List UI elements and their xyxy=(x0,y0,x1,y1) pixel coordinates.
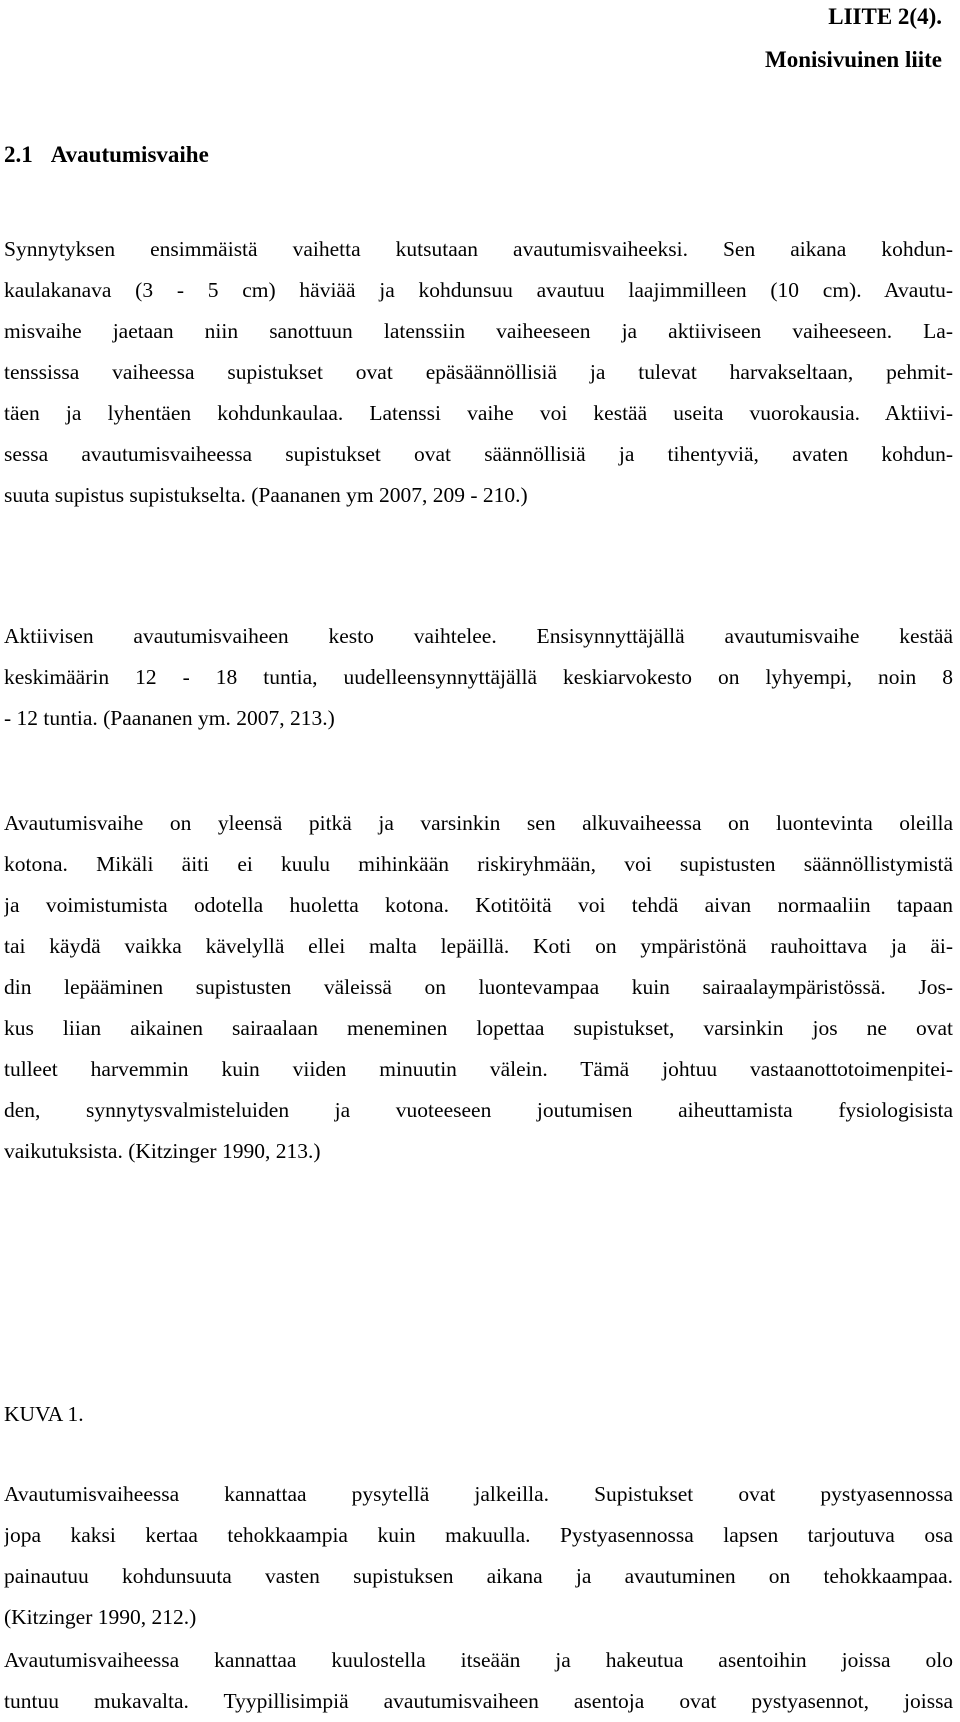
paragraph-line: Synnytyksen ensimmäistä vaihetta kutsutaan avautumisvaiheeksi. Sen aikana kohdun- xyxy=(4,237,953,261)
paragraph-line: suuta supistus supistukselta. (Paananen ym 2007, 209 - 210.) xyxy=(4,483,528,507)
paragraph-line: misvaihe jaetaan niin sanottuun latenssiin vaiheeseen ja aktiiviseen vaiheeseen. La- xyxy=(4,319,953,343)
paragraph-line: den, synnytysvalmisteluiden ja vuoteeseen joutumisen aiheuttamista fysiologisista xyxy=(4,1098,953,1122)
paragraph-2 xyxy=(4,616,953,739)
paragraph-line: tulleet harvemmin kuin viiden minuutin välein. Tämä johtuu vastaanottotoimenpitei- xyxy=(4,1057,953,1081)
paragraph-line: vaikutuksista. (Kitzinger 1990, 213.) xyxy=(4,1139,321,1163)
paragraph-4 xyxy=(4,1474,953,1638)
paragraph-line: Avautumisvaiheessa kannattaa kuulostella itseään ja hakeutua asentoihin joissa olo xyxy=(4,1648,953,1672)
appendix-subtitle: Monisivuinen liite xyxy=(765,47,942,72)
paragraph-line: (Kitzinger 1990, 212.) xyxy=(4,1605,197,1629)
appendix-number: LIITE 2(4). xyxy=(828,4,942,29)
paragraph-line: jopa kaksi kertaa tehokkaampia kuin makuulla. Pystyasennossa lapsen tarjoutuva osa xyxy=(4,1523,953,1547)
paragraph-line: sessa avautumisvaiheessa supistukset ovat säännöllisiä ja tihentyviä, avaten kohdun- xyxy=(4,442,953,466)
paragraph-line: din lepääminen supistusten väleissä on luontevampaa kuin sairaalaympäristössä. Jos- xyxy=(4,975,953,999)
paragraph-line: kaulakanava (3 - 5 cm) häviää ja kohdunsuu avautuu laajimmilleen (10 cm). Avautu- xyxy=(4,278,953,302)
paragraph-line: kotona. Mikäli äiti ei kuulu mihinkään riskiryhmään, voi supistusten säännöllistymistä xyxy=(4,852,953,876)
paragraph-line: Aktiivisen avautumisvaiheen kesto vaihtelee. Ensisynnyttäjällä avautumisvaihe kestää xyxy=(4,624,953,648)
paragraph-line: painautuu kohdunsuuta vasten supistuksen aikana ja avautuminen on tehokkaampaa. xyxy=(4,1564,953,1588)
paragraph-line: kus liian aikainen sairaalaan meneminen lopettaa supistukset, varsinkin jos ne ovat xyxy=(4,1016,953,1040)
paragraph-line: tenssissa vaiheessa supistukset ovat epäsäännöllisiä ja tulevat harvakseltaan, pehmit- xyxy=(4,360,953,384)
paragraph-line: Avautumisvaihe on yleensä pitkä ja varsinkin sen alkuvaiheessa on luontevinta oleilla xyxy=(4,811,953,835)
section-title: Avautumisvaihe xyxy=(50,142,209,167)
paragraph-1 xyxy=(4,229,953,516)
paragraph-line: tuntuu mukavalta. Tyypillisimpiä avautumisvaiheen asentoja ovat pystyasennot, joissa xyxy=(4,1689,953,1713)
paragraph-line: täen ja lyhentäen kohdunkaulaa. Latenssi vaihe voi kestää useita vuorokausia. Aktiivi- xyxy=(4,401,953,425)
paragraph-line: tai käydä vaikka kävelyllä ellei malta lepäillä. Koti on ympäristönä rauhoittava ja äi- xyxy=(4,934,953,958)
paragraph-line: ja voimistumista odotella huoletta kotona. Kotitöitä voi tehdä aivan normaaliin tapaan xyxy=(4,893,953,917)
section-heading xyxy=(4,140,209,170)
figure-label: KUVA 1. xyxy=(4,1402,84,1426)
paragraph-5 xyxy=(4,1640,953,1722)
section-number: 2.1 xyxy=(4,142,33,167)
paragraph-3 xyxy=(4,803,953,1172)
paragraph-line: Avautumisvaiheessa kannattaa pysytellä jalkeilla. Supistukset ovat pystyasennossa xyxy=(4,1482,953,1506)
paragraph-line: keskimäärin 12 - 18 tuntia, uudelleensynnyttäjällä keskiarvokesto on lyhyempi, noin 8 xyxy=(4,665,953,689)
paragraph-line: - 12 tuntia. (Paananen ym. 2007, 213.) xyxy=(4,706,335,730)
